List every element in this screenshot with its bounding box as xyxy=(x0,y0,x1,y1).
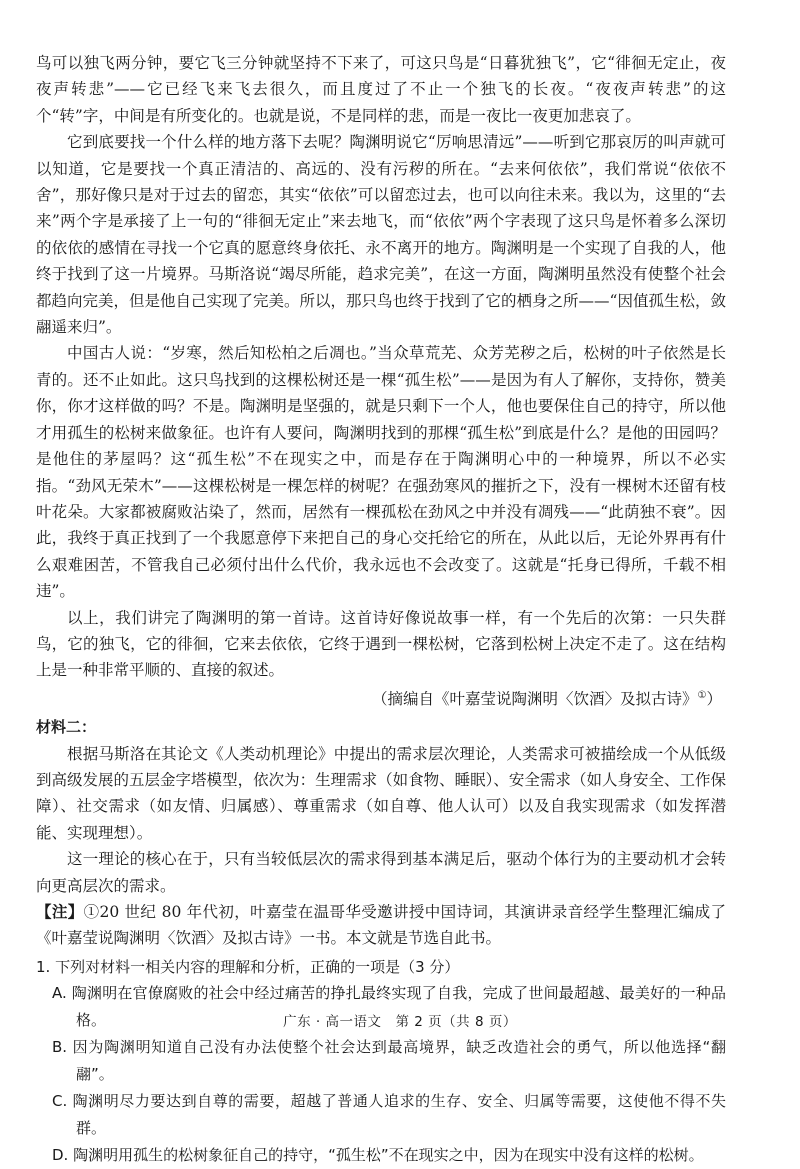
material-one-paragraph-2: 它到底要找一个什么样的地方落下去呢？陶渊明说它“厉响思清远”——听到它那哀厉的叫声就可以知道，它是要找一个真正清洁的、高远的、没有污秽的所在。“去来何依依”，我们常说“依依不舍”，那好像只是对于过去的留恋，其实“依依”可以留恋过去，也可以向往未来。我以为，这里的“去来”两个字是承接了上一句的“徘徊无定止”来去地飞，而“依依”两个字表现了这只鸟是怀着多么深切的依依的感情在寻找一个它真的愿意终身依托、永不离开的地方。陶渊明是一个实现了自我的人，他终于找到了这一片境界。马斯洛说“竭尽所能，趋求完美”，在这一方面，陶渊明虽然没有使整个社会都趋向完美，但是他自己实现了完美。所以，那只鸟也终于找到了它的栖身之所——“因值孤生松，敛翮遥来归”。 xyxy=(36,133,726,337)
footnote-tag: 【注】 xyxy=(36,903,84,921)
question-stem: 1. 下列对材料一相关内容的理解和分析，正确的一项是（3 分） xyxy=(36,957,460,976)
document-page xyxy=(36,50,726,1169)
material-one-paragraph-1: 鸟可以独飞两分钟，要它飞三分钟就坚持不下来了，可这只鸟是“日暮犹独飞”，它“徘徊无定止，夜夜声转悲”——它已经飞来飞去很久，而且度过了不止一个独飞的长夜。“夜夜声转悲”的这个“转”字，中间是有所变化的。也就是说，不是同样的悲，而是一夜比一夜更加悲哀了。 xyxy=(36,54,726,125)
option-d[interactable]: D. 陶渊明用孤生的松树象征自己的持守，“孤生松”不在现实之中，因为在现实中没有这样的松树。 xyxy=(52,1146,704,1165)
footnote-marker: ① xyxy=(697,689,707,701)
material-two-paragraph-2: 这一理论的核心在于，只有当较低层次的需求得到基本满足后，驱动个体行为的主要动机才会转向更高层次的需求。 xyxy=(36,850,726,895)
source-citation-text: （摘编自《叶嘉莹说陶渊明〈饮酒〉及拟古诗》 xyxy=(372,689,698,708)
option-c[interactable]: C. 陶渊明尽力要达到自尊的需要，超越了普通人追求的生存、安全、归属等需要，这使他不得不失群。 xyxy=(52,1092,726,1138)
material-one-paragraph-3: 中国古人说：“岁寒，然后知松柏之后凋也。”当众草荒芜、众芳芜秽之后，松树的叶子依然是长青的。还不止如此。这只鸟找到的这棵松树还是一棵“孤生松”——是因为有人了解你，支持你，赞美你，你才这样做的吗？不是。陶渊明是坚强的，就是只剩下一个人，他也要保住自己的持守，所以他才用孤生的松树来做象征。也许有人要问，陶渊明找到的那棵“孤生松”到底是什么？是他的田园吗？是他住的茅屋吗？这“孤生松”不在现实之中，而是存在于陶渊明心中的一种境界，所以不必实指。“劲风无荣木”——这棵松树是一棵怎样的树呢？在强劲寒风的摧折之下，没有一棵树木还留有枝叶花朵。大家都被腐败沾染了，然而，居然有一棵孤松在劲风之中并没有凋残——“此荫独不衰”。因此，我终于真正找到了一个我愿意停下来把自己的身心交托给它的所在，从此以后，无论外界再有什么艰难困苦，不管我自己必须付出什么代价，我永远也不会改变了。这就是“托身已得所，千载不相违”。 xyxy=(36,344,726,601)
material-two-heading: 材料二： xyxy=(36,718,97,737)
material-one-paragraph-4: 以上，我们讲完了陶渊明的第一首诗。这首诗好像说故事一样，有一个先后的次第：一只失群鸟，它的独飞，它的徘徊，它来去依依，它终于遇到一棵松树，它落到松树上决定不走了。这在结构上是一种非常平顺的、直接的叙述。 xyxy=(36,608,726,680)
page-footer: 广东 · 高一语文 第 2 页（共 8 页） xyxy=(283,1014,517,1030)
option-b[interactable]: B. 因为陶渊明知道自己没有办法使整个社会达到最高境界，缺乏改造社会的勇气，所以他选择“翻翮”。 xyxy=(52,1038,726,1084)
footnote xyxy=(36,899,726,952)
material-two-paragraph-1: 根据马斯洛在其论文《人类动机理论》中提出的需求层次理论，人类需求可被描绘成一个从低级到高级发展的五层金字塔模型，依次为：生理需求（如食物、睡眠）、安全需求（如人身安全、工作保障）、社交需求（如友情、归属感）、尊重需求（如自尊、他人认可）以及自我实现需求（如发挥潜能、实现理想）。 xyxy=(36,744,726,842)
source-citation: （摘编自《叶嘉莹说陶渊明〈饮酒〉及拟古诗》①） xyxy=(372,689,722,708)
footnote-text: ①20 世纪 80 年代初，叶嘉莹在温哥华受邀讲授中国诗词，其演讲录音经学生整理汇编成了《叶嘉莹说陶渊明〈饮酒〉及拟古诗》一书。本文就是节选自此书。 xyxy=(36,903,726,948)
option-a[interactable]: A. 陶渊明在官僚腐败的社会中经过痛苦的挣扎最终实现了自我，完成了世间最超越、最美好的一种品格。 xyxy=(52,984,726,1030)
